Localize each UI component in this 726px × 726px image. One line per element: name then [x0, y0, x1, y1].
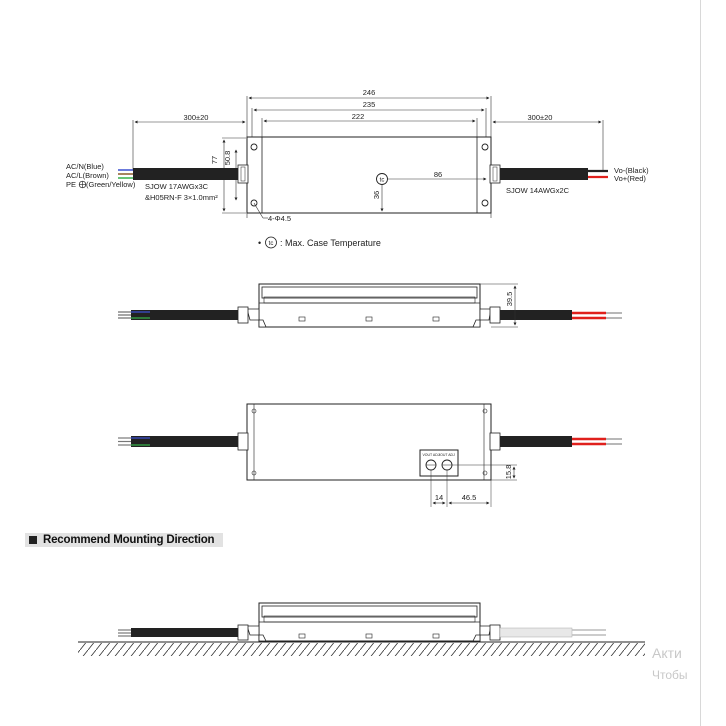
mounting-heading-text: Recommend Mounting Direction — [43, 534, 215, 546]
input-label-acn: AC/N(Blue) — [66, 162, 104, 171]
dim-77: 77 — [210, 155, 219, 165]
dim-246: 246 — [362, 88, 376, 97]
dim-222: 222 — [351, 112, 365, 121]
tc-note-symbol: tc — [268, 241, 274, 247]
dim-508: 50.8 — [223, 150, 232, 166]
dim-395: 39.5 — [505, 291, 514, 307]
mounting-heading — [25, 533, 223, 547]
input-label-pe-prefix: PE — [66, 180, 77, 189]
dim-tc-x: 86 — [433, 170, 443, 179]
cable-gland-right — [490, 165, 500, 183]
activation-watermark-line2: Чтобы — [652, 668, 688, 682]
input-label-pe: (Green/Yellow) — [86, 180, 136, 189]
case-outline-side — [259, 284, 480, 327]
input-cable-spec-1: SJOW 17AWGx3C — [145, 182, 209, 191]
heading-bullet — [29, 536, 37, 544]
tc-note: : Max. Case Temperature — [280, 238, 381, 248]
svg-text:•: • — [258, 238, 262, 248]
output-label-vo-minus: Vo-(Black) — [614, 166, 649, 175]
input-cable — [133, 168, 238, 180]
side-view — [118, 284, 622, 327]
top-view — [66, 88, 649, 248]
hole-spec: 4-Φ4.5 — [268, 214, 292, 223]
case-outline-top — [247, 137, 491, 213]
dim-left-cable: 300±20 — [183, 113, 209, 122]
input-cable-spec-2: &H05RN-F 3×1.0mm² — [145, 193, 218, 202]
dim-158: 15.8 — [504, 464, 513, 480]
cable-gland-left — [238, 165, 248, 183]
output-label-vo-plus: Vo+(Red) — [614, 174, 646, 183]
output-cable-spec: SJOW 14AWGx2C — [506, 186, 570, 195]
dim-235: 235 — [362, 100, 376, 109]
iout-adj-label: IOUT ADJ — [439, 453, 455, 457]
dim-tc-y: 36 — [372, 190, 381, 200]
dim-14: 14 — [434, 493, 444, 502]
activation-watermark-line1: Акти — [652, 645, 682, 661]
input-label-acl: AC/L(Brown) — [66, 171, 109, 180]
dim-right-cable: 300±20 — [527, 113, 553, 122]
page-border — [700, 0, 701, 726]
tc-point-symbol: tc — [379, 177, 385, 184]
bottom-view — [118, 404, 622, 507]
vout-adj-label: VOUT ADJ — [422, 453, 440, 457]
mounting-view — [78, 603, 645, 656]
dim-465: 46.5 — [461, 493, 477, 502]
ground-hatch — [78, 643, 645, 656]
output-cable — [500, 168, 588, 180]
